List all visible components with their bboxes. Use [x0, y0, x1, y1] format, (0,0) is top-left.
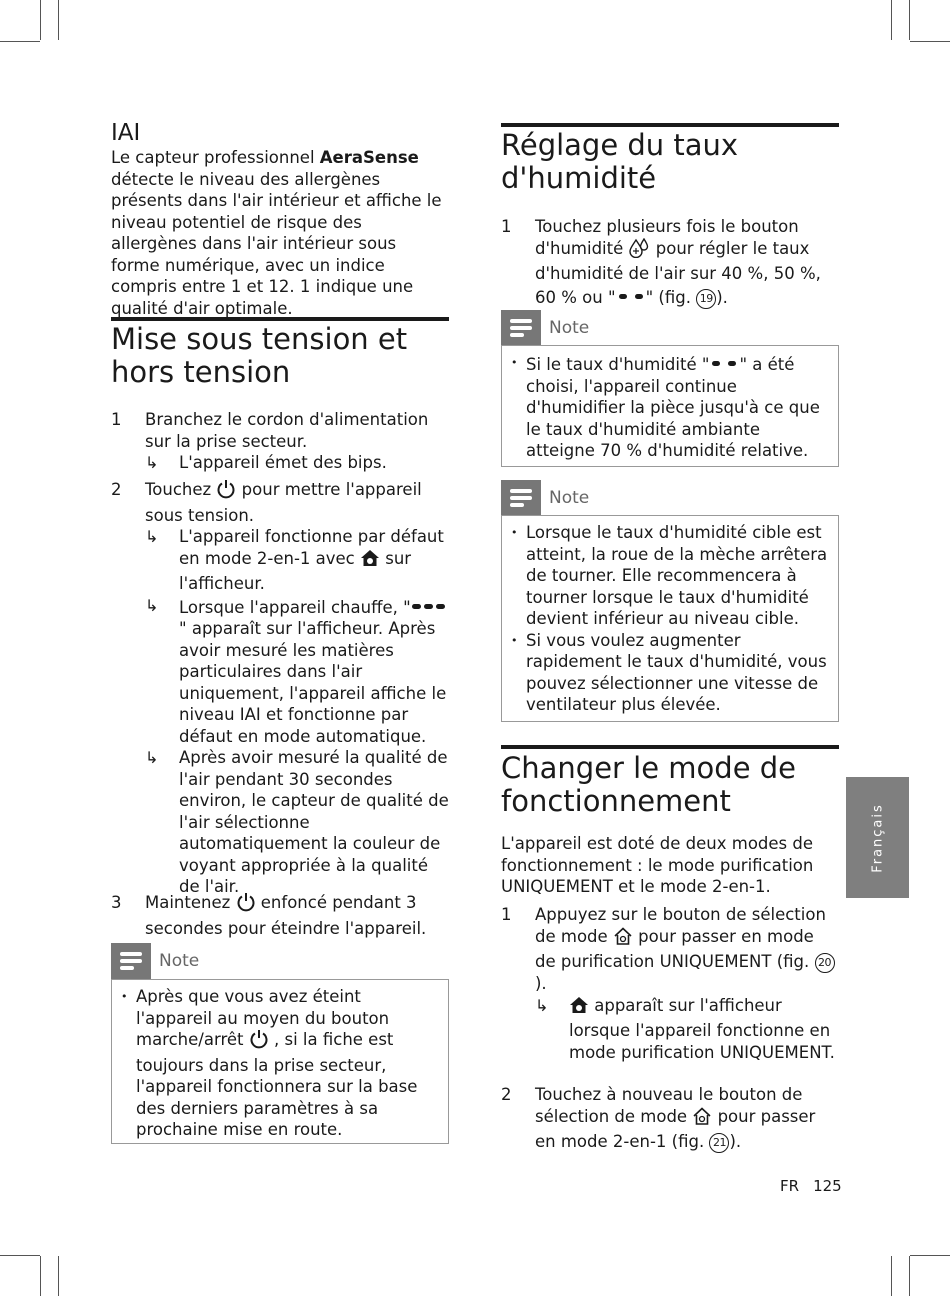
three-dash-icon [411, 595, 447, 617]
note-icon [501, 480, 541, 516]
mode-intro: L'appareil est doté de deux modes de fonctionnement : le mode purification UNIQUEMENT et le mode 2-en-1. [501, 834, 814, 896]
crop-mark [40, 0, 41, 40]
crop-mark [40, 1256, 41, 1296]
mode-select-icon [692, 1106, 712, 1132]
step-number: 2 [111, 480, 122, 499]
crop-mark [0, 1255, 40, 1256]
result-arrow-icon: ↳ [145, 595, 159, 615]
power-icon [249, 1029, 269, 1055]
iai-text: détecte le niveau des allergènes présents dans l'air intérieur et affiche le niveau potentiel de risque des allergènes dans l'air intérieur sous forme numérique, avec un indice compris entre 1 et 12. 1 indique une qualité d'air optimale. [111, 169, 442, 318]
note-label: Note [549, 488, 590, 508]
step-number: 1 [501, 217, 512, 236]
step-3 [111, 892, 449, 939]
step-text [535, 216, 839, 309]
two-dash-icon [709, 352, 739, 374]
step-text: Branchez le cordon d'alimentation sur la prise secteur. [145, 410, 429, 451]
result-text: sur l'afficheur. [179, 548, 412, 593]
result-item [145, 452, 449, 474]
step-1 [501, 904, 839, 1063]
power-icon [236, 892, 256, 918]
text: pour passer en mode de purification UNIQUEMENT (fig. [535, 926, 815, 971]
result-text: " apparaît sur l'afficheur. Après avoir mesuré les matières particulaires dans l'air uniquement, l'appareil affiche le niveau IAI et fonctionne par défaut en mode automatique. [179, 619, 447, 746]
result-arrow-icon: ↳ [145, 527, 159, 546]
power-icon [216, 479, 236, 505]
text: Maintenez [145, 893, 236, 912]
step-2 [111, 479, 449, 898]
crop-mark [891, 1256, 892, 1296]
iai-text: Le capteur professionnel [111, 148, 320, 167]
result-item [145, 747, 449, 898]
brand-name: AeraSense [319, 148, 419, 167]
note-icon [501, 310, 541, 346]
text: Appuyez sur le bouton de sélection de mode [535, 905, 826, 946]
text: Touchez [145, 480, 217, 499]
result-arrow-icon: ↳ [145, 453, 159, 472]
note-header [501, 310, 839, 346]
figure-reference: 20 [815, 953, 835, 973]
power-section-title: Mise sous tension et hors tension [111, 322, 408, 389]
text: Touchez plusieurs fois le bouton d'humidité [535, 217, 799, 258]
note-icon [111, 943, 151, 979]
text: ). [729, 1132, 742, 1151]
section-rule [501, 123, 839, 127]
note-item [526, 352, 828, 462]
mode-select-icon [613, 926, 633, 952]
note-item [136, 986, 438, 1141]
humidity-section-title: Réglage du taux d'humidité [501, 128, 739, 195]
note-box [501, 515, 839, 722]
result-text: apparaît sur l'afficheur lorsque l'appareil fonctionne en mode purification UNIQUEMENT. [569, 995, 835, 1062]
iai-section [111, 120, 449, 319]
crop-mark [910, 41, 950, 42]
step-text [145, 892, 449, 939]
result-text: Lorsque l'appareil chauffe, " [179, 597, 411, 617]
text: Touchez à nouveau le bouton de sélection de mode [535, 1085, 803, 1126]
crop-mark [909, 0, 910, 40]
result-text: L'appareil fonctionne par défaut en mode 2-en-1 avec [179, 527, 444, 568]
figure-reference: 19 [696, 289, 716, 309]
step-2 [501, 1084, 839, 1153]
humidity-drops-icon [629, 238, 651, 264]
crop-mark [58, 1256, 59, 1296]
note-item: • Si vous voulez augmenter rapidement le taux d'humidité, vous pouvez sélectionner une vitesse de ventilateur plus élevée. [526, 630, 828, 716]
text: enfoncé pendant 3 secondes pour éteindre l'appareil. [145, 893, 427, 938]
step-number: 2 [501, 1085, 512, 1104]
home-fan-icon [360, 548, 380, 574]
result-item [145, 595, 449, 748]
language-tab [846, 777, 909, 898]
crop-mark [0, 41, 40, 42]
step-text [145, 479, 449, 526]
note-box [111, 979, 449, 1144]
text: Si le taux d'humidité " [526, 355, 710, 374]
text: " (fig. [645, 287, 697, 307]
result-arrow-icon: ↳ [535, 995, 549, 1015]
figure-reference: 21 [709, 1133, 729, 1153]
step-number: 1 [111, 410, 122, 429]
footer-language: FR [780, 1177, 800, 1195]
text: pour passer en mode 2-en-1 (fig. [535, 1106, 816, 1151]
text: , si la fiche est toujours dans la prise secteur, l'appareil fonctionnera sur la base des derniers paramètres à sa prochaine mise en route. [136, 1030, 418, 1139]
iai-paragraph [111, 147, 449, 319]
note-header [501, 480, 839, 516]
crop-mark [891, 0, 892, 40]
result-text: L'appareil émet des bips. [179, 453, 387, 472]
mode-section-title: Changer le mode de fonctionnement [501, 751, 796, 818]
text: pour régler le taux d'humidité de l'air sur 40 %, 50 %, 60 % ou " [535, 238, 821, 307]
step-1 [111, 409, 449, 474]
two-dash-icon [616, 285, 646, 307]
step-number: 3 [111, 893, 122, 912]
section-rule [501, 745, 839, 749]
text: ). [535, 974, 547, 993]
text: Après que vous avez éteint l'appareil au moyen du bouton marche/arrêt [136, 987, 390, 1049]
page-number: 125 [813, 1177, 842, 1195]
language-tab-label: Français [870, 802, 885, 873]
crop-mark [58, 0, 59, 40]
iai-heading: IAI [111, 120, 141, 146]
note-header [111, 943, 449, 979]
section-rule [111, 317, 449, 321]
purification-mode-icon [569, 995, 589, 1021]
step-number: 1 [501, 905, 512, 924]
note-label: Note [159, 951, 200, 971]
result-text: Après avoir mesuré la qualité de l'air pendant 30 secondes environ, le capteur de qualité de l'air sélectionne automatiquement la couleur de voyant appropriée à la qualité de l'air. [179, 748, 449, 896]
step-1 [501, 216, 839, 309]
step-text [535, 1084, 839, 1153]
result-arrow-icon: ↳ [145, 748, 159, 767]
result-item [145, 526, 449, 595]
page-footer [780, 1177, 842, 1195]
text: ). [716, 287, 728, 307]
note-label: Note [549, 318, 590, 338]
note-box [501, 345, 839, 467]
text: " a été choisi, l'appareil continue d'humidifier la pièce jusqu'à ce que le taux d'humidité ambiante atteigne 70 % d'humidité relative. [526, 355, 820, 460]
crop-mark [910, 1255, 950, 1256]
result-item [535, 995, 839, 1064]
step-text [535, 904, 839, 995]
text: pour mettre l'appareil sous tension. [145, 480, 422, 525]
crop-mark [909, 1256, 910, 1296]
note-item: • Lorsque le taux d'humidité cible est atteint, la roue de la mèche arrêtera de tourner. Elle recommencera à tourner lorsque le taux d'humidité devient inférieur au niveau cible. [526, 522, 828, 630]
